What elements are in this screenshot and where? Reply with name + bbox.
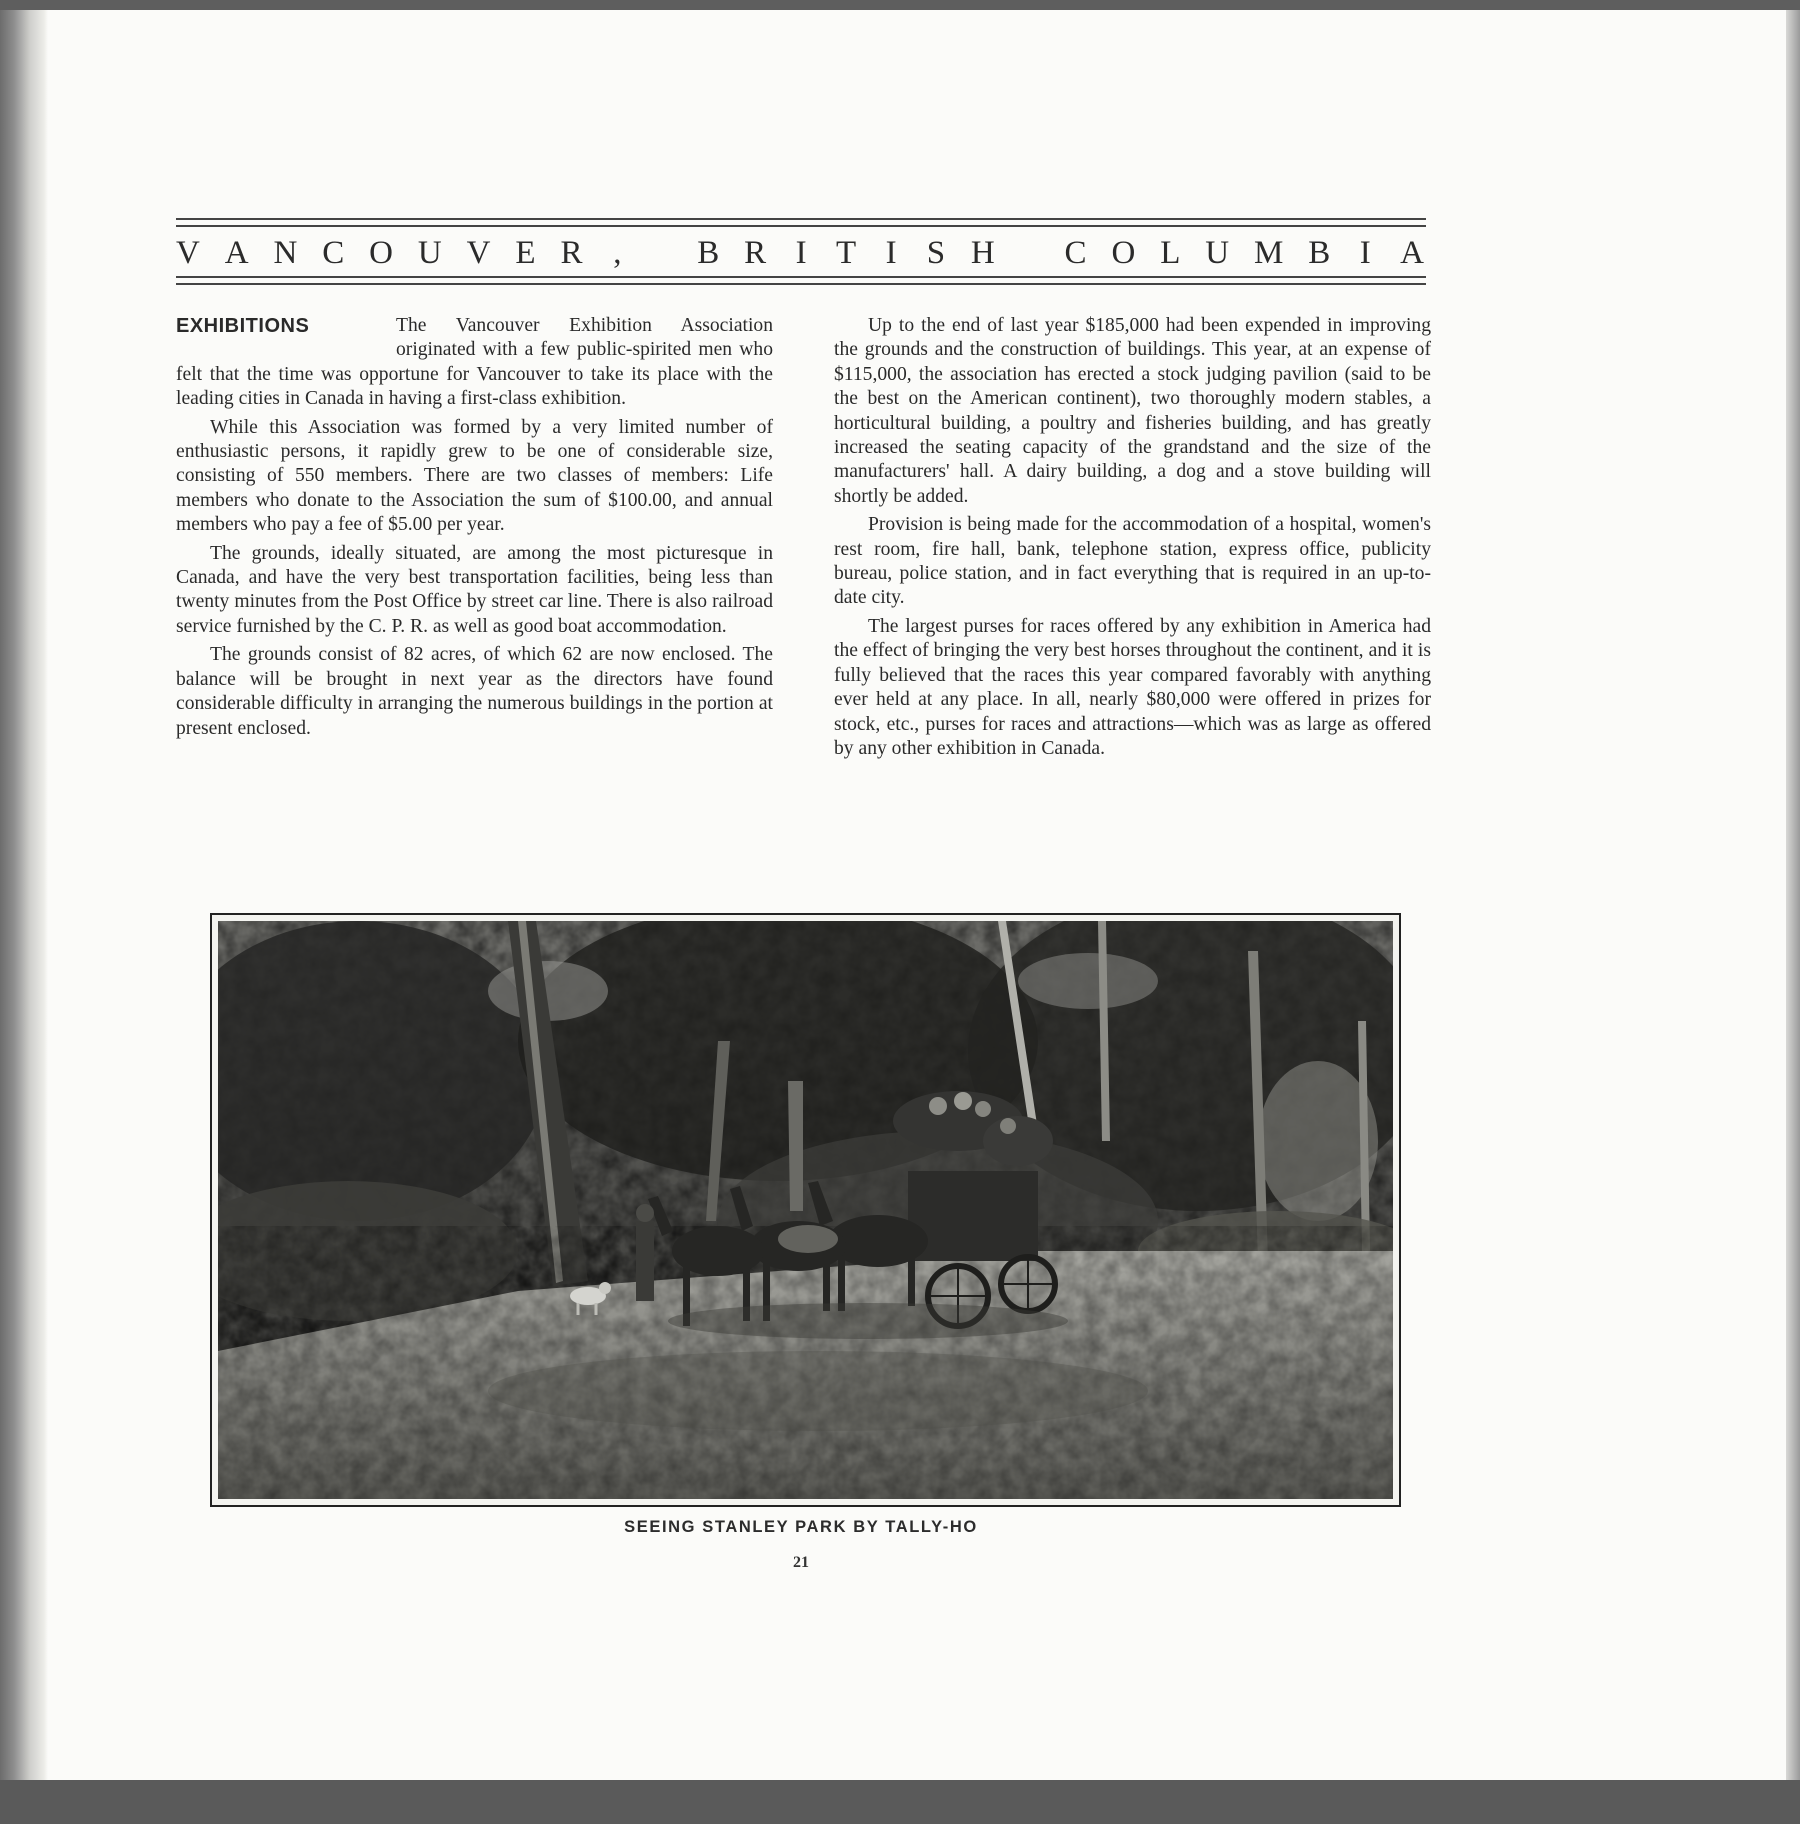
page-number: 21 [793, 1554, 809, 1571]
paragraph: The Vancouver Exhibition Association originated with a few public-spirited men who felt that the time was opportune for Vancouver to take its place with the leading cities in Canada in having a first-class exhibition. [176, 315, 773, 410]
running-head-letter: C [322, 234, 347, 271]
header-rule-top-2 [176, 225, 1426, 227]
running-head-letter: L [1160, 234, 1183, 271]
stanley-park-photo [218, 921, 1393, 1499]
running-head-letter: , [613, 234, 624, 271]
running-head-letter: V [176, 234, 202, 271]
running-head-letter: B [697, 234, 722, 271]
running-head-letter: T [835, 234, 859, 271]
page-right-edge [1786, 10, 1800, 1780]
paragraph: The grounds consist of 82 acres, of which 62 are now enclosed. The balance will be brought in next year as the directors have found considerable difficulty in arranging the numerous buildings in the portion at present enclosed. [176, 644, 773, 739]
section-heading: EXHIBITIONS [176, 315, 310, 337]
running-head-letter: U [1205, 234, 1232, 271]
paragraph: Up to the end of last year $185,000 had been expended in improving the grounds and the construction of buildings. This year, at an expense of $115,000, the association has erected a stock judging pavilion (said to be the best on the American continent), two thoroughly modern stables, a horticultural building, a poultry and fisheries building, and has greatly increased the seating capacity of the grandstand and the size of the manufacturers' hall. A dairy building, a dog and a stove building will shortly be added. [834, 315, 1431, 507]
running-head-letter: I [885, 234, 899, 271]
running-head-letter: R [560, 234, 585, 271]
left-column [176, 314, 773, 745]
photo-frame [210, 913, 1401, 1507]
paragraph: The largest purses for races offered by any exhibition in America had the effect of bringing the very best horses throughout the continent, and it is fully believed that the races this year compared favorably with anything ever held at any place. In all, nearly $80,000 were offered in prizes for stock, etc., purses for races and attractions—which was as large as offered by any other exhibition in Canada. [834, 615, 1431, 759]
header-rule-bottom-1 [176, 276, 1426, 278]
running-head-letter: H [970, 234, 997, 271]
page-binding-shadow [0, 10, 48, 1780]
photo-caption: SEEING STANLEY PARK BY TALLY-HO [624, 1518, 978, 1536]
running-head-letter: B [1308, 234, 1333, 271]
running-head-letter: A [224, 234, 251, 271]
running-head-letter: M [1254, 234, 1286, 271]
paragraph: While this Association was formed by a very limited number of enthusiastic persons, it rapidly grew to be one of considerable size, consisting of 550 members. There are two classes of members: Life members who donate to the Association the sum of $100.00, and annual members who pay a fee of $5.00 per year. [176, 416, 773, 536]
running-head-letter: R [744, 234, 769, 271]
right-column [834, 314, 1431, 765]
scan-bottom-edge [0, 1780, 1800, 1824]
scan-top-edge [0, 0, 1800, 10]
running-head-letter: A [1400, 234, 1426, 271]
running-head-letter: I [1359, 234, 1373, 271]
running-head-letter: S [926, 234, 948, 271]
paragraph: The grounds, ideally situated, are among the most picturesque in Canada, and have the very best transportation facilities, being less than twenty minutes from the Post Office by street car line. There is also railroad service furnished by the C. P. R. as well as good boat accommodation. [176, 542, 773, 637]
running-head-letter: I [795, 234, 809, 271]
running-head-letter: N [273, 234, 300, 271]
running-head-letter: E [515, 234, 538, 271]
running-head-letter: O [1111, 234, 1138, 271]
running-head [176, 233, 1426, 273]
running-head-letter: O [369, 234, 396, 271]
paragraph: Provision is being made for the accommodation of a hospital, women's rest room, fire hall, bank, telephone station, express office, publicity bureau, police station, and in fact everything that is required in an up-to-date city. [834, 514, 1431, 609]
header-rule-bottom-2 [176, 283, 1426, 285]
header-rule-top-1 [176, 218, 1426, 220]
running-head-letter: U [417, 234, 444, 271]
running-head-letter: V [466, 234, 493, 271]
running-head-letter: C [1064, 234, 1089, 271]
